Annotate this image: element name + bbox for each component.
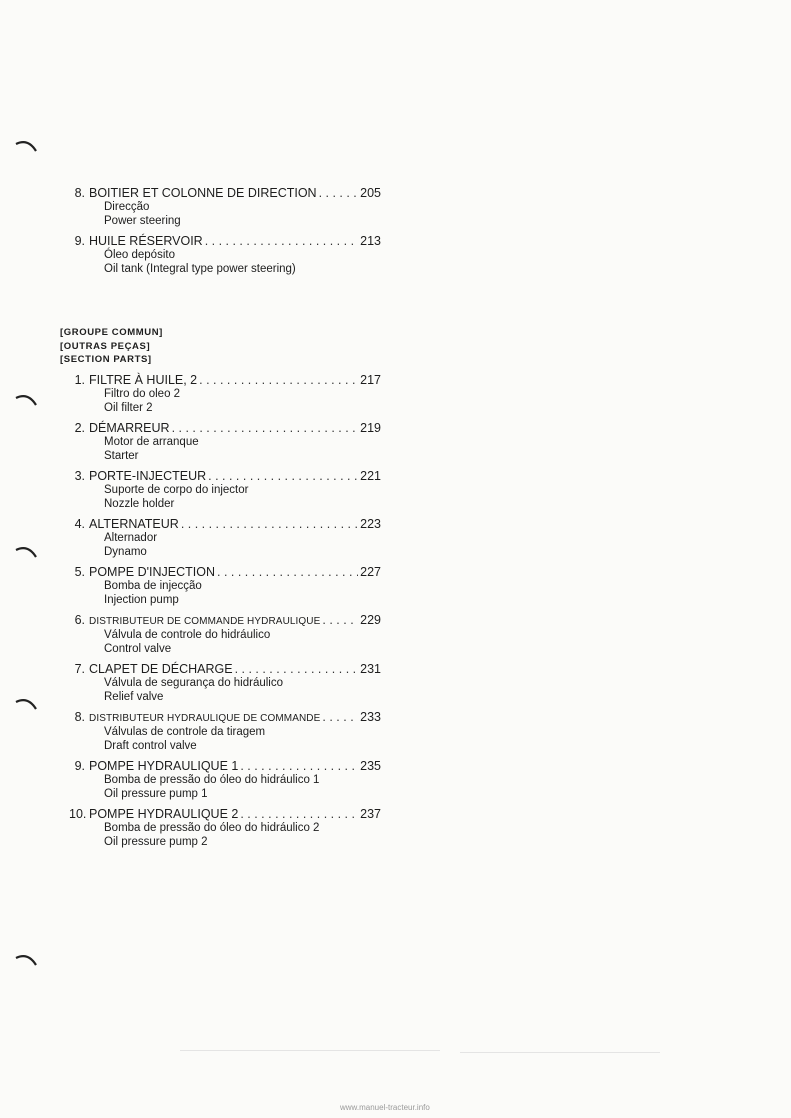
entry-number: 8. xyxy=(74,710,85,724)
leader-dots xyxy=(208,469,358,484)
leader-dots xyxy=(199,373,358,388)
entry-title: CLAPET DE DÉCHARGE xyxy=(89,662,233,676)
section-header-en: [SECTION PARTS] xyxy=(60,354,152,365)
scan-artifact-line xyxy=(180,1050,440,1051)
entry-title: HUILE RÉSERVOIR xyxy=(89,234,203,248)
toc-entry[interactable] xyxy=(69,565,381,607)
leader-dots xyxy=(205,234,358,249)
entry-english: Power steering xyxy=(104,214,181,227)
binder-hole-mark xyxy=(14,697,38,713)
entry-portuguese: Motor de arranque xyxy=(104,436,199,448)
entry-portuguese: Suporte de corpo do injector xyxy=(104,484,249,496)
entry-page: 237 xyxy=(360,807,381,821)
entry-page: 217 xyxy=(360,373,381,387)
entry-title: PORTE-INJECTEUR xyxy=(89,469,207,483)
toc-entry[interactable] xyxy=(69,421,381,463)
entry-english: Oil pressure pump 1 xyxy=(104,787,208,800)
entry-number: 3. xyxy=(74,469,85,483)
entry-page: 223 xyxy=(360,517,381,531)
toc-entry[interactable] xyxy=(69,186,381,228)
footer-watermark: www.manuel-tracteur.info xyxy=(340,1103,430,1112)
toc-entry[interactable] xyxy=(69,759,381,801)
leader-dots xyxy=(235,662,359,677)
entry-number: 5. xyxy=(74,565,85,579)
leader-dots xyxy=(322,613,358,628)
entry-portuguese: Alternador xyxy=(104,532,158,544)
toc-entry[interactable] xyxy=(69,807,381,849)
entry-page: 229 xyxy=(360,613,381,627)
entry-english: Dynamo xyxy=(104,545,147,558)
toc-top-block xyxy=(69,186,381,276)
section-header-pt: [OUTRAS PEÇAS] xyxy=(60,340,151,352)
entry-english: Oil pressure pump 2 xyxy=(104,835,208,848)
entry-number: 9. xyxy=(74,234,85,248)
binder-hole-mark xyxy=(14,139,38,155)
entry-number: 9. xyxy=(74,759,85,773)
toc-entry[interactable] xyxy=(69,469,381,511)
section-headers xyxy=(60,326,163,367)
entry-portuguese: Direcção xyxy=(104,201,150,213)
leader-dots xyxy=(240,807,358,822)
entry-number: 4. xyxy=(74,517,85,531)
toc-entry[interactable] xyxy=(69,517,381,559)
entry-number: 6. xyxy=(74,613,85,627)
entry-number: 1. xyxy=(74,373,85,387)
entry-title: POMPE HYDRAULIQUE 2 xyxy=(89,807,239,821)
entry-page: 227 xyxy=(360,565,381,579)
entry-portuguese: Filtro do oleo 2 xyxy=(104,388,181,400)
binder-hole-mark xyxy=(14,545,38,561)
leader-dots xyxy=(172,421,359,436)
leader-dots xyxy=(181,517,358,532)
entry-number: 10. xyxy=(69,807,87,821)
toc-entry[interactable] xyxy=(69,710,381,753)
entry-title: ALTERNATEUR xyxy=(89,517,179,531)
entry-portuguese: Válvula de controle do hidráulico xyxy=(104,629,271,641)
entry-title: FILTRE À HUILE, 2 xyxy=(89,373,198,387)
entry-title: DISTRIBUTEUR DE COMMANDE HYDRAULIQUE xyxy=(89,616,321,627)
entry-title: BOITIER ET COLONNE DE DIRECTION xyxy=(89,186,317,200)
entry-portuguese: Bomba de pressão do óleo do hidráulico 1 xyxy=(104,774,320,786)
entry-page: 219 xyxy=(360,421,381,435)
entry-number: 8. xyxy=(74,186,85,200)
entry-page: 213 xyxy=(360,234,381,248)
entry-page: 221 xyxy=(360,469,381,483)
entry-english: Starter xyxy=(104,449,139,462)
entry-number: 2. xyxy=(74,421,85,435)
toc-entry[interactable] xyxy=(69,373,381,415)
leader-dots xyxy=(319,186,359,201)
entry-title: DÉMARREUR xyxy=(89,421,170,435)
entry-page: 233 xyxy=(360,710,381,724)
leader-dots xyxy=(240,759,358,774)
scan-artifact-line xyxy=(460,1052,660,1053)
entry-english: Draft control valve xyxy=(104,739,197,752)
entry-portuguese: Válvulas de controle da tiragem xyxy=(104,726,266,738)
toc-entry[interactable] xyxy=(69,234,381,276)
entry-english: Control valve xyxy=(104,642,172,655)
leader-dots xyxy=(217,565,358,580)
entry-number: 7. xyxy=(74,662,85,676)
entry-portuguese: Válvula de segurança do hidráulico xyxy=(104,677,284,689)
entry-english: Nozzle holder xyxy=(104,497,175,510)
entry-english: Relief valve xyxy=(104,690,164,703)
entry-portuguese: Bomba de injecção xyxy=(104,580,202,592)
entry-title: POMPE D'INJECTION xyxy=(89,565,216,579)
entry-portuguese: Bomba de pressão do óleo do hidráulico 2 xyxy=(104,822,320,834)
binder-hole-mark xyxy=(14,953,38,969)
entry-title: DISTRIBUTEUR HYDRAULIQUE DE COMMANDE xyxy=(89,713,321,724)
entry-page: 231 xyxy=(360,662,381,676)
entry-english: Oil filter 2 xyxy=(104,401,153,414)
section-header-fr: [GROUPE COMMUN] xyxy=(60,327,163,338)
toc-main-list xyxy=(69,373,381,849)
entry-english: Injection pump xyxy=(104,593,179,606)
leader-dots xyxy=(322,710,358,725)
entry-english: Oil tank (Integral type power steering) xyxy=(104,262,296,275)
binder-hole-mark xyxy=(14,393,38,409)
entry-title: POMPE HYDRAULIQUE 1 xyxy=(89,759,239,773)
toc-entry[interactable] xyxy=(69,613,381,656)
entry-portuguese: Óleo depósito xyxy=(104,249,175,261)
toc-entry[interactable] xyxy=(69,662,381,704)
entry-page: 205 xyxy=(360,186,381,200)
entry-page: 235 xyxy=(360,759,381,773)
